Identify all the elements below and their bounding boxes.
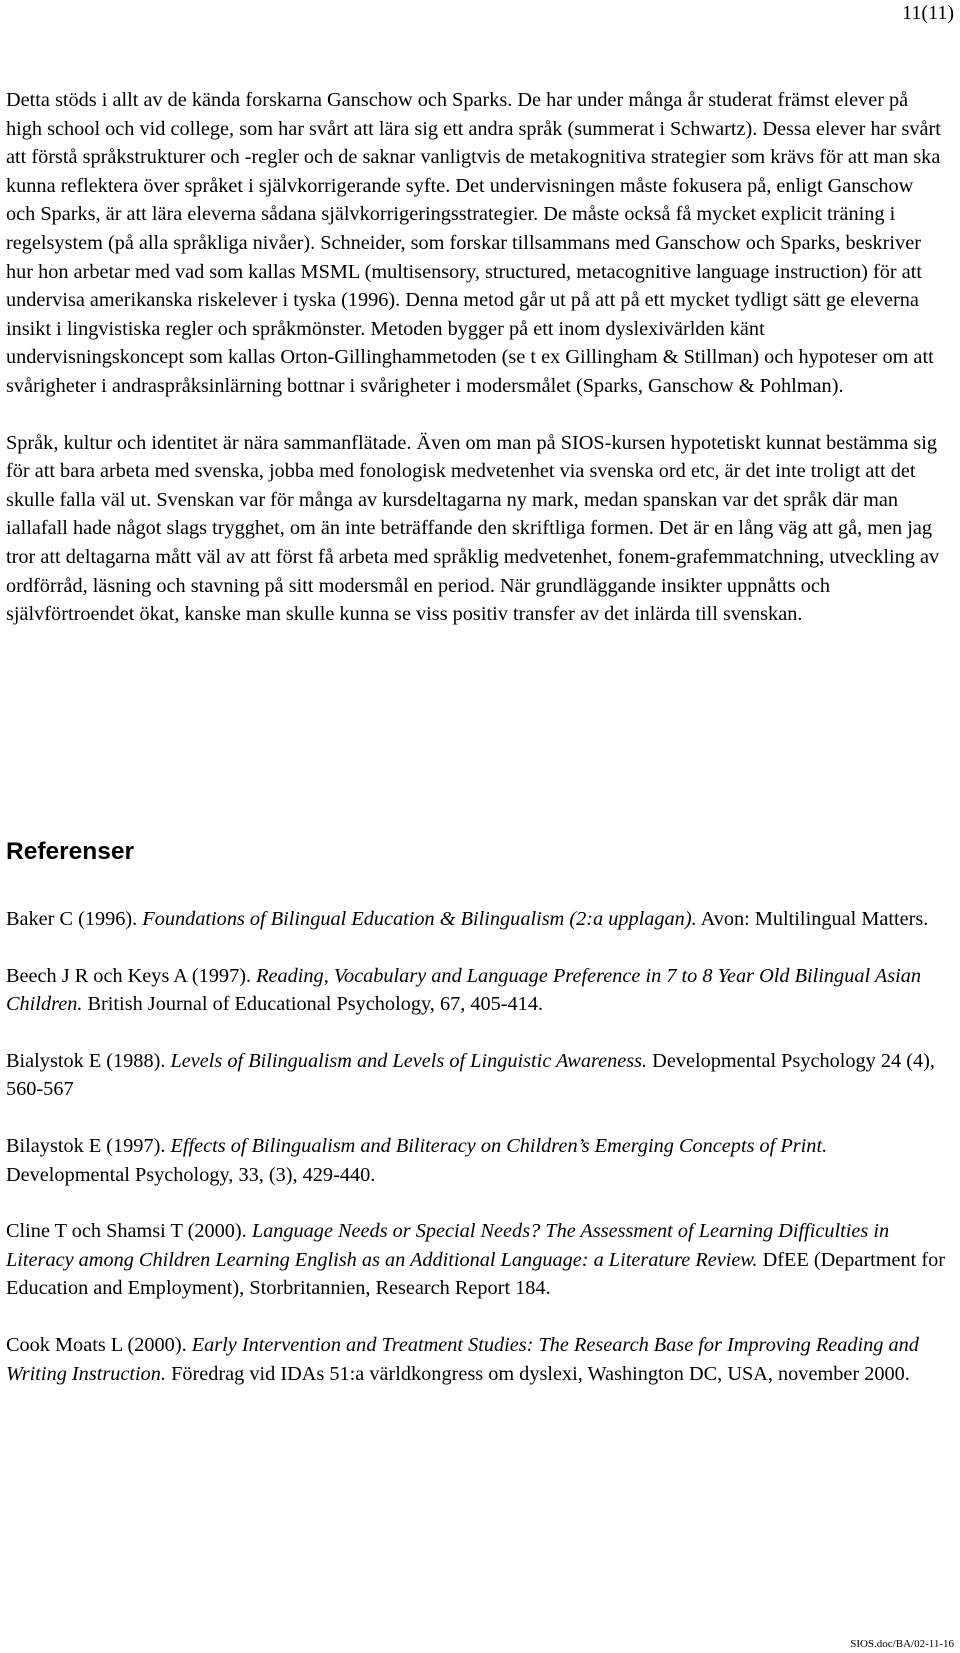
reference-authors: Cline T och Shamsi T (2000). (6, 1220, 252, 1243)
reference-title: Language Needs or Special Needs? The Assessment of Learning Difficulties in Literacy among Children Learning English as an Additional Language: a Literature Review. (6, 1220, 890, 1271)
reference-source: Avon: Multilingual Matters. (696, 908, 929, 930)
reference-authors: Cook Moats L (2000). (6, 1333, 192, 1356)
reference-source: DfEE (Department for Education and Employment), Storbritannien, Research Report 184. (6, 1248, 946, 1300)
reference-item (6, 962, 946, 1019)
reference-authors: Baker C (1996). (6, 908, 143, 930)
reference-item (6, 1132, 946, 1189)
reference-source: Developmental Psychology, 33, (3), 429-440. (6, 1163, 376, 1186)
reference-authors: Bilaystok E (1997). (6, 1134, 171, 1157)
reference-title: Levels of Bilingualism and Levels of Linguistic Awareness. (170, 1049, 648, 1072)
paragraph-1: Detta stöds i allt av de kända forskarna Ganschow och Sparks. De har under många år studerat främst elever på high school och vid college, som har svårt att lära sig ett andra språk (summerat i Schwartz). Dessa elever har svårt att förstå språkstrukturer och -regler och de saknar vanligtvis de metakognitiva strategier som krävs för att man ska kunna reflektera över språket i självkorrigerande syfte. Det undervisningen måste fokusera på, enligt Ganschow och Sparks, är att lära eleverna sådana självkorrigeringsstrategier. De måste också få mycket explicit träning i regelsystem (på alla språkliga nivåer). Schneider, som forskar tillsammans med Ganschow och Sparks, beskriver hur hon arbetar med vad som kallas MSML (multisensory, structured, metacognitive language instruction) för att undervisa amerikanska riskelever i tyska (1996). Denna metod går ut på att på ett mycket tydligt sätt ge eleverna insikt i lingvistiska regler och språkmönster. Metoden bygger på ett inom dyslexivärlden känt undervisningskoncept som kallas Orton-Gillinghammetoden (se t ex Gillingham & Stillman) och hypoteser om att svårigheter i andraspråksinlärning bottnar i svårigheter i modersmålet (Sparks, Ganschow & Pohlman). (6, 89, 941, 397)
reference-item (6, 1331, 946, 1388)
reference-title: Early Intervention and Treatment Studies: The Research Base for Improving Reading and Writing Instruction. (6, 1333, 919, 1385)
reference-authors: Bialystok E (1988). (6, 1049, 171, 1072)
reference-item (6, 1217, 946, 1303)
reference-title: Effects of Bilingualism and Biliteracy on Children’s Emerging Concepts of Print. (170, 1134, 828, 1157)
references-list (6, 905, 946, 1416)
footer-filename: SIOS.doc/BA/02-11-16 (850, 1638, 954, 1650)
reference-item (6, 1047, 946, 1104)
reference-source: British Journal of Educational Psychology, 67, 405-414. (82, 993, 544, 1016)
reference-title: Foundations of Bilingual Education & Bilingualism (2:a upplagan). (142, 908, 697, 930)
page-number: 11(11) (902, 2, 954, 24)
reference-authors: Beech J R och Keys A (1997). (6, 964, 257, 987)
reference-title: Reading, Vocabulary and Language Preference in 7 to 8 Year Old Bilingual Asian Children. (6, 964, 922, 1016)
references-heading: Referenser (6, 838, 135, 865)
reference-source: Developmental Psychology 24 (4), 560-567 (6, 1049, 935, 1101)
paragraph-2: Språk, kultur och identitet är nära sammanflätade. Även om man på SIOS-kursen hypotetiskt kunnat bestämma sig för att bara arbeta med svenska, jobba med fonologisk medvetenhet via svenska ord etc, är det inte troligt att det skulle falla väl ut. Svenskan var för många av kursdeltagarna ny mark, medan spanskan var det språk där man iallafall hade något slags trygghet, om än inte beträffande den skriftliga formen. Det är en lång väg att gå, men jag tror att deltagarna mått väl av att först få arbeta med språklig medvetenhet, fonem-grafemmatchning, utveckling av ordförråd, läsning och stavning på sitt modersmål en period. När grundläggande insikter uppnåtts och självförtroendet ökat, kanske man skulle kunna se viss positiv transfer av det inlärda till svenskan. (6, 431, 940, 626)
reference-source: Föredrag vid IDAs 51:a världkongress om dyslexi, Washington DC, USA, november 2000. (166, 1362, 910, 1385)
reference-item (6, 905, 946, 934)
body-text (6, 86, 946, 629)
